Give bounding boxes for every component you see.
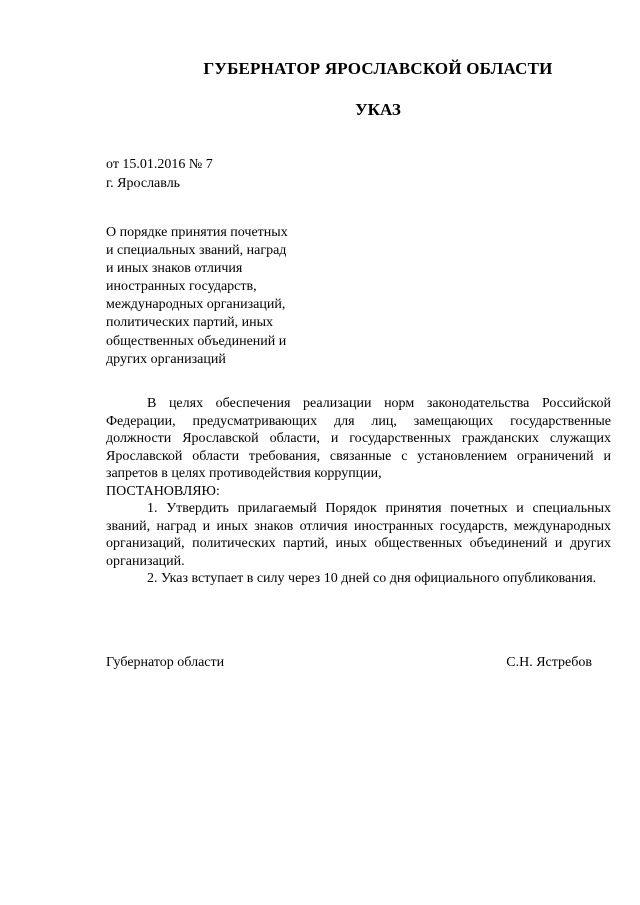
subject-line: других организаций xyxy=(106,351,226,367)
subject-line: и специальных званий, наград xyxy=(106,243,287,259)
signature-block xyxy=(106,655,592,671)
document-meta xyxy=(106,155,213,193)
preamble-paragraph: В целях обеспечения реализации норм законодательства Российской Федерации, предусматривающих для лиц, замещающих государственные должности Ярославской области, и государственных гражданских служащих Ярославской области требования, связанные с установлением ограничений и запретов в целях противодействия коррупции, xyxy=(106,396,611,481)
subject-line: иностранных государств, xyxy=(106,279,257,295)
document-type: УКАЗ xyxy=(355,100,401,119)
document-subject xyxy=(106,224,316,369)
subject-line: О порядке принятия почетных xyxy=(106,225,288,240)
document-body xyxy=(106,395,611,588)
signatory-position: Губернатор области xyxy=(106,655,225,670)
decree-item: 2. Указ вступает в силу через 10 дней со дня официального опубликования. xyxy=(147,571,597,586)
authority-title: ГУБЕРНАТОР ЯРОСЛАВСКОЙ ОБЛАСТИ xyxy=(203,59,553,78)
subject-line: общественных объединений и xyxy=(106,333,287,349)
date-number: от 15.01.2016 № 7 xyxy=(106,157,213,172)
place: г. Ярославль xyxy=(106,176,181,191)
subject-line: и иных знаков отличия xyxy=(106,261,243,277)
signatory-name: С.Н. Ястребов xyxy=(506,655,592,670)
decree-word: ПОСТАНОВЛЯЮ: xyxy=(106,483,220,499)
subject-line: международных организаций, xyxy=(106,297,286,313)
subject-line: политических партий, иных xyxy=(106,315,274,331)
decree-item: 1. Утвердить прилагаемый Порядок принятия почетных и специальных званий, наград и иных знаков отличия иностранных государств, международных организаций, политических партий, иных общественных объединений и других организаций. xyxy=(106,501,611,569)
